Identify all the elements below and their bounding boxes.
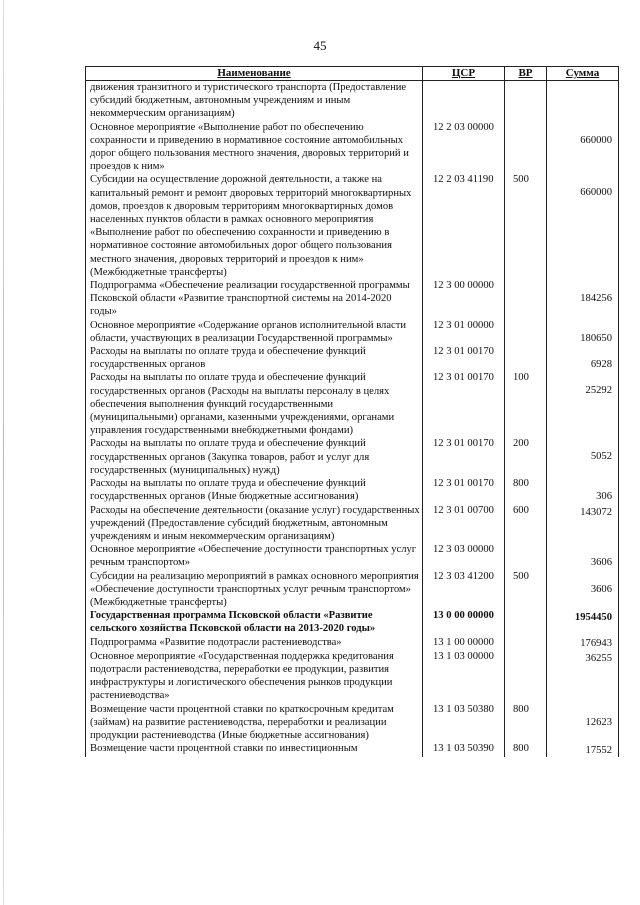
row-vr <box>505 636 547 650</box>
row-csr: 12 3 03 41200 <box>423 570 505 610</box>
table-row <box>86 371 619 437</box>
header-name: Наименование <box>86 67 423 81</box>
row-vr: 200 <box>505 437 547 477</box>
table-row <box>86 609 619 635</box>
row-name: Подпрограмма «Обеспечение реализации государственной программы Псковской области «Развитие транспортной системы на 2014-2020 годы» <box>86 279 423 319</box>
row-csr: 12 3 01 00700 <box>423 504 505 544</box>
row-sum: 143072 <box>547 504 619 544</box>
row-csr: 12 3 01 00170 <box>423 477 505 503</box>
row-vr <box>505 543 547 569</box>
row-csr <box>423 81 505 121</box>
row-sum: 180650 <box>547 319 619 345</box>
row-csr: 12 3 00 00000 <box>423 279 505 319</box>
table-row <box>86 636 619 650</box>
row-vr: 100 <box>505 371 547 437</box>
row-sum: 25292 <box>547 371 619 437</box>
row-sum: 176943 <box>547 636 619 650</box>
row-vr <box>505 121 547 174</box>
row-name: Субсидии на осуществление дорожной деятельности, а также на капитальный ремонт и ремонт дворовых территорий многоквартирных домов, проездов к дворовым территориям многоквартирных домов населенных пунктов области в рамках основного мероприятия «Выполнение работ по обеспечению сохранности и приведению в нормативное состояние автомобильных дорог общего пользования местного значения, дворовых территорий и проездов к ним» (Межбюджетные трансферты) <box>86 173 423 279</box>
row-vr: 500 <box>505 570 547 610</box>
row-csr: 12 2 03 00000 <box>423 121 505 174</box>
row-vr: 800 <box>505 742 547 757</box>
table-row <box>86 742 619 757</box>
row-csr: 13 1 03 00000 <box>423 650 505 703</box>
header-vr: ВР <box>505 67 547 81</box>
header-sum: Сумма <box>547 67 619 81</box>
row-name: Государственная программа Псковской области «Развитие сельского хозяйства Псковской области на 2013-2020 годы» <box>86 609 423 635</box>
row-name: Возмещение части процентной ставки по инвестиционным <box>86 742 423 757</box>
table-row <box>86 650 619 703</box>
table-row <box>86 543 619 569</box>
row-vr <box>505 345 547 371</box>
row-sum: 5052 <box>547 437 619 477</box>
table-row <box>86 319 619 345</box>
page-number: 45 <box>313 38 327 53</box>
table-row <box>86 703 619 743</box>
row-sum: 17552 <box>547 742 619 757</box>
row-name: Подпрограмма «Развитие подотрасли растениеводства» <box>86 636 423 650</box>
header-csr: ЦСР <box>423 67 505 81</box>
table-row <box>86 477 619 503</box>
row-csr: 12 3 03 00000 <box>423 543 505 569</box>
row-sum: 12623 <box>547 703 619 743</box>
row-vr: 500 <box>505 173 547 279</box>
row-sum: 3606 <box>547 543 619 569</box>
table-row <box>86 504 619 544</box>
row-csr: 12 3 01 00170 <box>423 345 505 371</box>
budget-table-container <box>85 66 618 757</box>
scan-edge <box>3 0 4 905</box>
row-sum: 660000 <box>547 121 619 174</box>
row-sum: 306 <box>547 477 619 503</box>
row-csr: 13 1 03 50390 <box>423 742 505 757</box>
row-sum: 184256 <box>547 279 619 319</box>
row-csr: 13 1 03 50380 <box>423 703 505 743</box>
row-csr: 12 2 03 41190 <box>423 173 505 279</box>
table-row <box>86 345 619 371</box>
row-name: Основное мероприятие «Государственная поддержка кредитования подотрасли растениеводства, переработки ее продукции, развития инфраструктуры и логистического обеспечения рынков продукции растениеводства» <box>86 650 423 703</box>
table-row <box>86 279 619 319</box>
row-csr: 12 3 01 00000 <box>423 319 505 345</box>
row-sum: 660000 <box>547 173 619 279</box>
row-csr: 12 3 01 00170 <box>423 371 505 437</box>
row-sum: 36255 <box>547 650 619 703</box>
budget-table <box>85 66 619 757</box>
row-csr: 12 3 01 00170 <box>423 437 505 477</box>
row-csr: 13 0 00 00000 <box>423 609 505 635</box>
row-name: Расходы на выплаты по оплате труда и обеспечение функций государственных органов (Иные бюджетные ассигнования) <box>86 477 423 503</box>
row-name: Расходы на выплаты по оплате труда и обеспечение функций государственных органов (Закупка товаров, работ и услуг для государственных (муниципальных) нужд) <box>86 437 423 477</box>
row-name: Расходы на выплаты по оплате труда и обеспечение функций государственных органов <box>86 345 423 371</box>
row-vr <box>505 279 547 319</box>
table-row <box>86 437 619 477</box>
row-name: Расходы на выплаты по оплате труда и обеспечение функций государственных органов (Расходы на выплаты персоналу в целях обеспечения выполнения функций государственными (муниципальными) органами, казенными учреждениями, органами управления государственными внебюджетными фондами) <box>86 371 423 437</box>
row-name: Основное мероприятие «Выполнение работ по обеспечению сохранности и приведению в нормативное состояние автомобильных дорог общего пользования местного значения, дворовых территорий и проездов к ним» <box>86 121 423 174</box>
row-csr: 13 1 00 00000 <box>423 636 505 650</box>
table-row <box>86 173 619 279</box>
row-sum: 6928 <box>547 345 619 371</box>
row-name: Основное мероприятие «Содержание органов исполнительной власти области, участвующих в реализации Государственной программы» <box>86 319 423 345</box>
row-name: Основное мероприятие «Обеспечение доступности транспортных услуг речным транспортом» <box>86 543 423 569</box>
row-sum: 1954450 <box>547 609 619 635</box>
table-row <box>86 81 619 121</box>
row-sum <box>547 81 619 121</box>
row-vr <box>505 609 547 635</box>
row-vr <box>505 319 547 345</box>
row-name: Возмещение части процентной ставки по краткосрочным кредитам (займам) на развитие растениеводства, переработки и реализации продукции растениеводства (Иные бюджетные ассигнования) <box>86 703 423 743</box>
table-row <box>86 570 619 610</box>
table-row <box>86 121 619 174</box>
table-header-row <box>86 67 619 81</box>
row-vr: 800 <box>505 477 547 503</box>
row-vr: 600 <box>505 504 547 544</box>
row-name: Субсидии на реализацию мероприятий в рамках основного мероприятия «Обеспечение доступности транспортных услуг речным транспортом» (Межбюджетные трансферты) <box>86 570 423 610</box>
row-vr <box>505 81 547 121</box>
row-name: движения транзитного и туристического транспорта (Предоставление субсидий бюджетным, автономным учреждениям и иным некоммерческим организациям) <box>86 81 423 121</box>
row-name: Расходы на обеспечение деятельности (оказание услуг) государственных учреждений (Предоставление субсидий бюджетным, автономным учреждениям и иным некоммерческим организациям) <box>86 504 423 544</box>
row-sum: 3606 <box>547 570 619 610</box>
row-vr <box>505 650 547 703</box>
row-vr: 800 <box>505 703 547 743</box>
